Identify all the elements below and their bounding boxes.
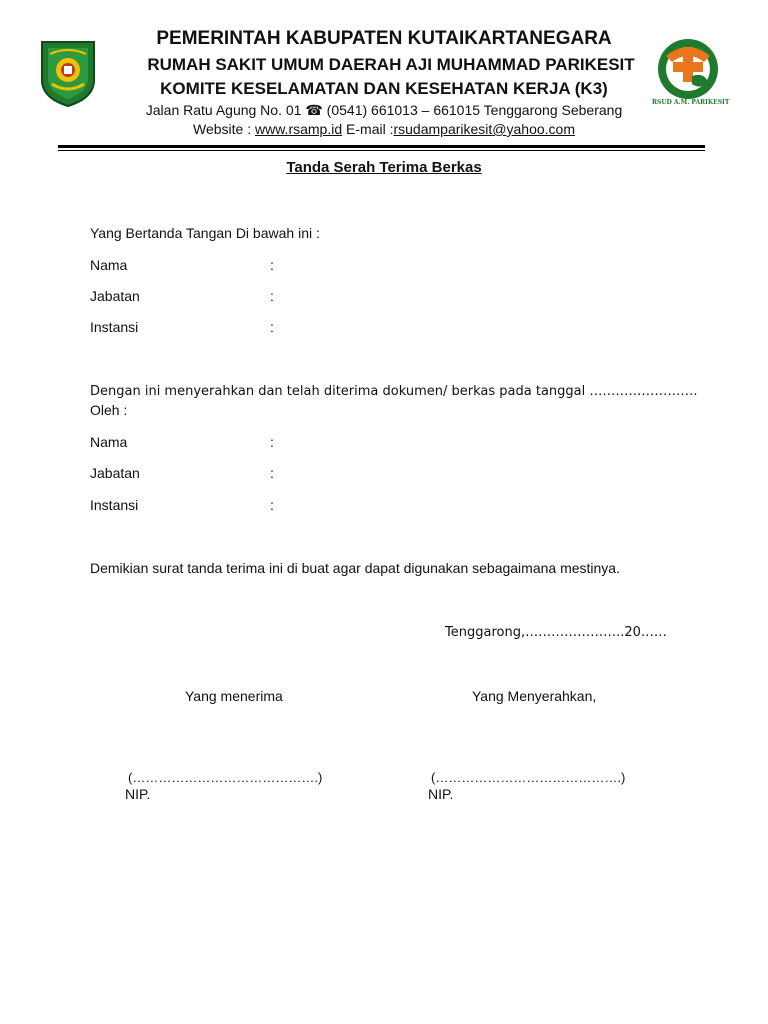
website-label: Website :	[193, 121, 252, 137]
phone-icon: ☎	[305, 102, 323, 118]
field1-institution-colon: :	[270, 319, 274, 335]
field1-position-label: Jabatan	[90, 288, 140, 304]
address-line	[0, 102, 768, 119]
field2-institution-label: Instansi	[90, 497, 139, 513]
receiver-signature-line: (…………………………………….)	[128, 770, 323, 785]
giver-label: Yang Menyerahkan,	[472, 688, 597, 704]
place-date: Tenggarong,…………………..20……	[445, 625, 667, 640]
field2-position-colon: :	[270, 465, 274, 481]
document-title: Tanda Serah Terima Berkas	[286, 159, 482, 176]
field1-name-label: Nama	[90, 257, 128, 273]
closing-text: Demikian surat tanda terima ini di buat agar dapat digunakan sebagaimana mestinya.	[90, 560, 620, 576]
oleh-label: Oleh :	[90, 402, 128, 418]
intro-text: Yang Bertanda Tangan Di bawah ini :	[90, 225, 320, 241]
field2-name-label: Nama	[90, 434, 128, 450]
letterhead-line2: RUMAH SAKIT UMUM DAERAH AJI MUHAMMAD PARIKESIT	[147, 55, 635, 74]
field1-position-colon: :	[270, 288, 274, 304]
field2-name-colon: :	[270, 434, 274, 450]
receiver-label: Yang menerima	[185, 688, 283, 704]
letterhead-line3: KOMITE KESELAMATAN DAN KESEHATAN KERJA (K3)	[160, 79, 608, 98]
field2-institution-colon: :	[270, 497, 274, 513]
field1-institution-label: Instansi	[90, 319, 139, 335]
statement-text: Dengan ini menyerahkan dan telah diterima dokumen/ berkas pada tanggal …………………….	[90, 384, 698, 399]
header-rule-thin	[58, 150, 705, 151]
address-prefix: Jalan Ratu Agung No. 01	[145, 102, 302, 118]
letterhead-line1: PEMERINTAH KABUPATEN KUTAIKARTANEGARA	[156, 28, 612, 49]
giver-signature-line: (…………………………………….)	[431, 770, 626, 785]
website-link[interactable]: www.rsamp.id	[255, 121, 343, 137]
receiver-nip: NIP.	[125, 786, 151, 802]
address-rest: (0541) 661013 – 661015 Tenggarong Seberang	[326, 102, 623, 118]
field1-name-colon: :	[270, 257, 274, 273]
email-label: E-mail :	[346, 121, 394, 137]
email-link[interactable]: rsudamparikesit@yahoo.com	[393, 121, 575, 137]
giver-nip: NIP.	[428, 786, 454, 802]
hospital-logo-caption: RSUD A.M. PARIKESIT	[652, 99, 730, 106]
contact-line	[0, 121, 768, 137]
field2-position-label: Jabatan	[90, 465, 140, 481]
header-rule-thick	[58, 145, 705, 148]
